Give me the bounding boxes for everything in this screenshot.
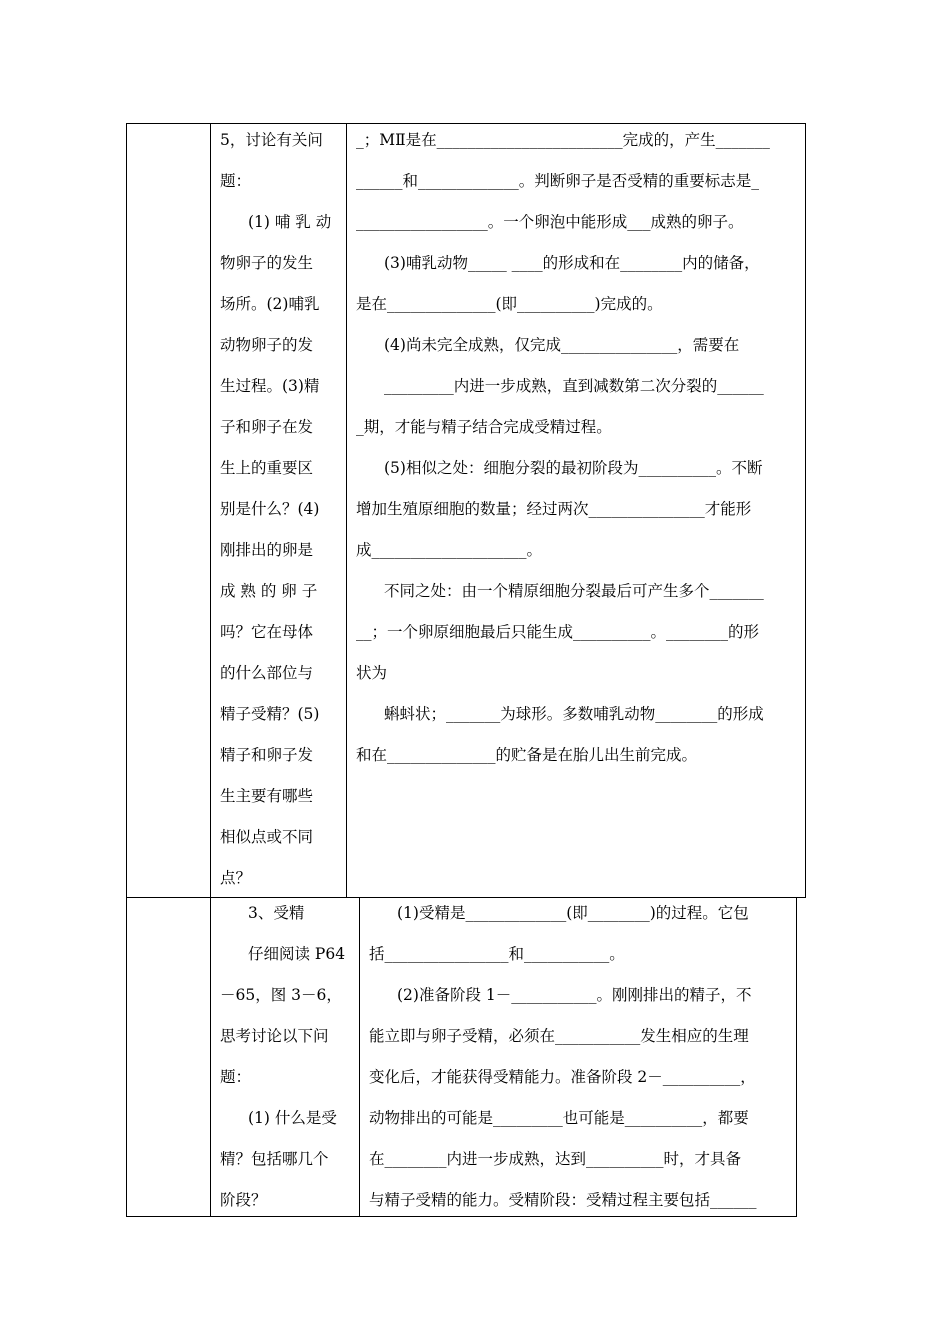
question-line: 场所。(2)哺乳 <box>220 295 320 313</box>
table-column-divider-1 <box>210 123 211 1217</box>
question-line: 物卵子的发生 <box>220 254 314 272</box>
answer-line: ______和_____________。判断卵子是否受精的重要标志是_ <box>356 172 760 190</box>
question-line: 题： <box>220 1068 252 1086</box>
question-line: 生主要有哪些 <box>220 787 314 805</box>
answer-line: 与精子受精的能力。受精阶段：受精过程主要包括______ <box>369 1191 757 1209</box>
answer-line: 状为 <box>356 664 388 682</box>
discussion-questions-cell <box>220 120 342 899</box>
question-line: 刚排出的卵是 <box>220 541 314 559</box>
answer-line: 能立即与卵子受精，必须在___________发生相应的生理 <box>369 1027 749 1045</box>
answer-line: 是在______________(即__________)完成的。 <box>356 295 663 313</box>
question-line: 题： <box>220 172 252 190</box>
answer-text-cell <box>356 120 802 776</box>
question-line: 仔细阅读 P64 <box>248 945 346 963</box>
question-line: 的什么部位与 <box>220 664 314 682</box>
question-line: 3、受精 <box>248 904 305 922</box>
question-line: 点？ <box>220 869 252 887</box>
question-line: 吗？它在母体 <box>220 623 314 641</box>
answer-line: 增加生殖原细胞的数量；经过两次_______________才能形 <box>356 500 752 518</box>
table-border-right-a <box>805 123 806 898</box>
answer-line: _________________。一个卵泡中能形成___成熟的卵子。 <box>356 213 744 231</box>
question-line: 相似点或不同 <box>220 828 314 846</box>
question-line: (1) 哺 乳 动 <box>248 213 332 231</box>
question-line: 生上的重要区 <box>220 459 314 477</box>
question-line: (1) 什么是受 <box>248 1109 337 1127</box>
answer-line: _；MⅡ是在________________________完成的，产生_______ <box>356 131 770 149</box>
answer-line: 蝌蚪状；_______为球形。多数哺乳动物________的形成 <box>384 705 764 723</box>
question-line: 精子和卵子发 <box>220 746 314 764</box>
fertilization-questions-cell <box>220 893 356 1221</box>
answer-line: _期，才能与精子结合完成受精过程。 <box>356 418 612 436</box>
question-line: 阶段？ <box>220 1191 267 1209</box>
question-line: 精？包括哪几个 <box>220 1150 329 1168</box>
table-column-divider-2a <box>346 123 347 897</box>
question-line: 5，讨论有关问 <box>220 131 323 149</box>
answer-line: 在________内进一步成熟，达到__________时，才具备 <box>369 1150 742 1168</box>
table-border-right-b <box>796 897 797 1217</box>
answer-line: 动物排出的可能是_________也可能是__________，都要 <box>369 1109 749 1127</box>
answer-line: __；一个卵原细胞最后只能生成__________。________的形 <box>356 623 760 641</box>
question-line: 别是什么？(4) <box>220 500 320 518</box>
question-line: 生过程。(3)精 <box>220 377 320 395</box>
answer-line: (5)相似之处：细胞分裂的最初阶段为__________。不断 <box>384 459 763 477</box>
answer-line: 成____________________。 <box>356 541 543 559</box>
answer-line: 和在______________的贮备是在胎儿出生前完成。 <box>356 746 698 764</box>
table-border-left <box>126 123 127 1217</box>
question-line: 成 熟 的 卵 子 <box>220 582 318 600</box>
question-line: 精子受精？(5) <box>220 705 320 723</box>
answer-line: (1)受精是_____________(即________)的过程。它包 <box>397 904 749 922</box>
answer-line: 不同之处：由一个精原细胞分裂最后可产生多个_______ <box>384 582 764 600</box>
question-line: 动物卵子的发 <box>220 336 314 354</box>
answer-line: 括________________和___________。 <box>369 945 625 963</box>
question-line: 思考讨论以下问 <box>220 1027 329 1045</box>
answer-line: (4)尚未完全成熟，仅完成_______________，需要在 <box>384 336 740 354</box>
question-line: －65，图 3－6， <box>220 986 342 1004</box>
table-column-divider-2b <box>359 897 360 1217</box>
fertilization-answer-cell <box>369 893 794 1221</box>
question-line: 子和卵子在发 <box>220 418 314 436</box>
answer-line: (2)准备阶段 1－___________。刚刚排出的精子，不 <box>397 986 752 1004</box>
answer-line: 变化后，才能获得受精能力。准备阶段 2－__________， <box>369 1068 756 1086</box>
answer-line: (3)哺乳动物_____ ____的形成和在________内的储备， <box>384 254 760 272</box>
answer-line: _________内进一步成熟，直到减数第二次分裂的______ <box>384 377 764 395</box>
